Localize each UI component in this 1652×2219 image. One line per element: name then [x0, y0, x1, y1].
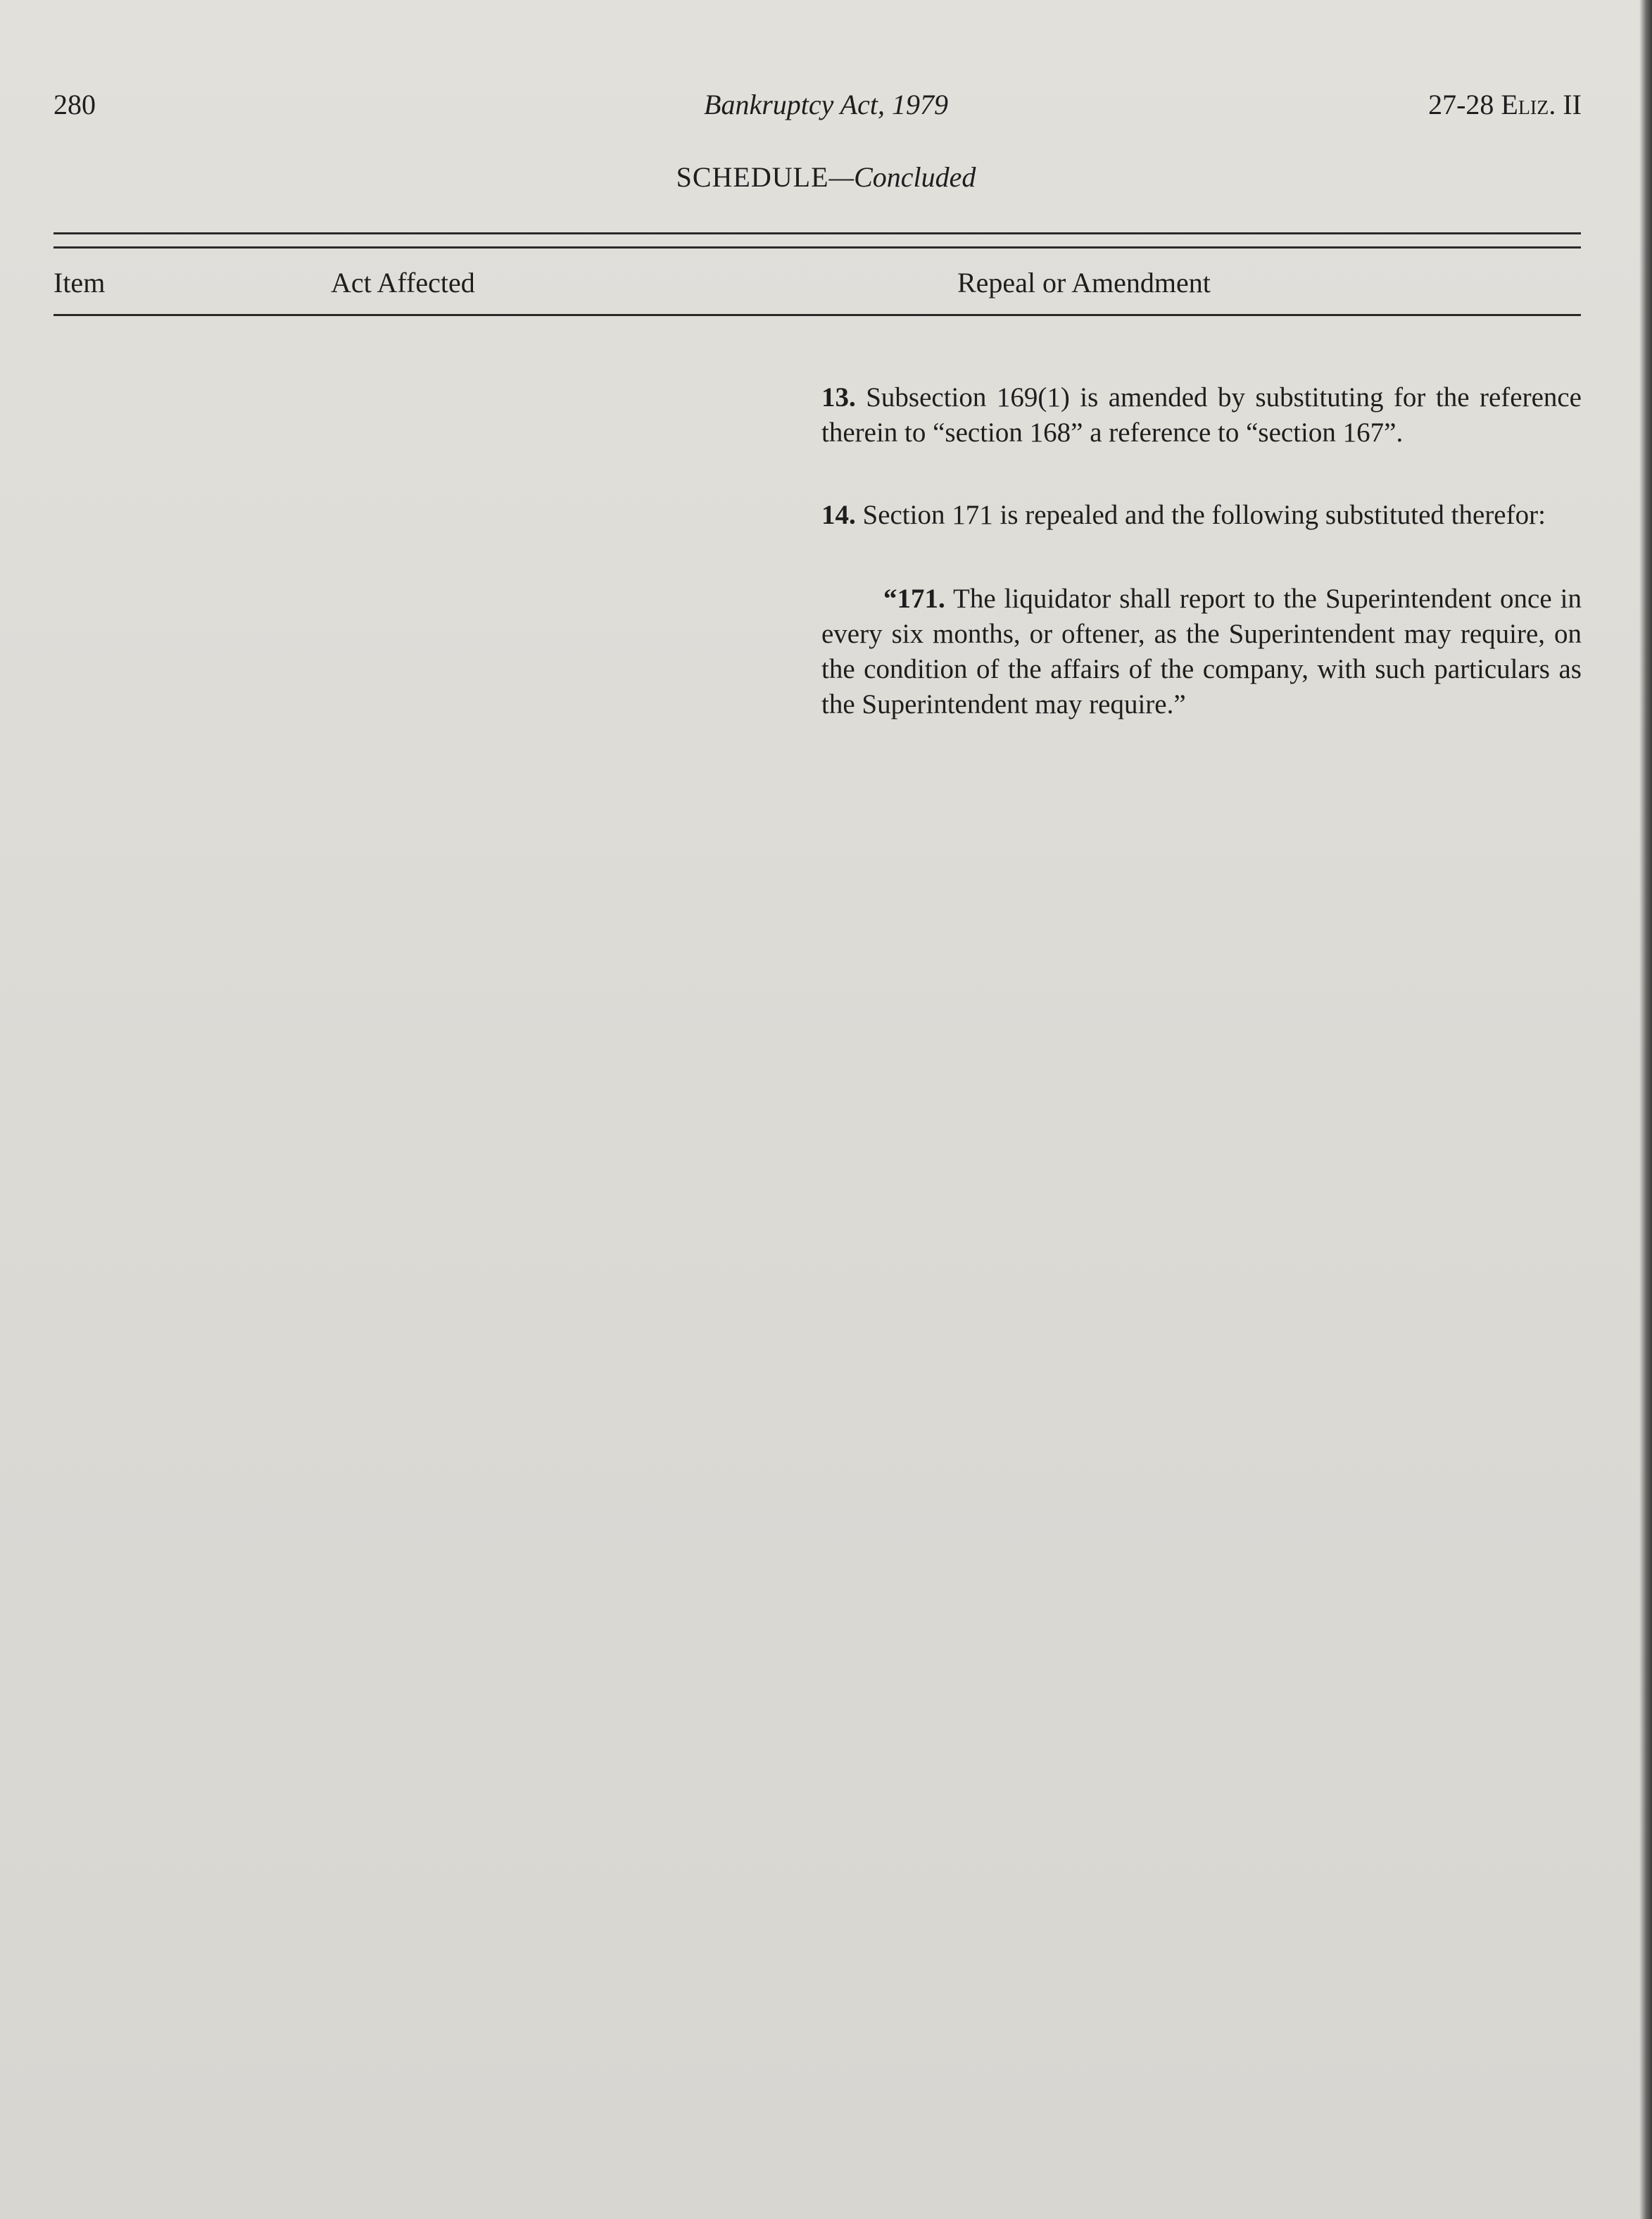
table-top-rule: [53, 232, 1581, 234]
amendment-14-number: 14.: [821, 500, 856, 530]
page-binding-edge: [1639, 0, 1652, 2219]
column-header-item: Item: [53, 267, 106, 298]
regnal-small-caps: Eliz: [1501, 89, 1549, 120]
regnal-suffix: . II: [1549, 89, 1582, 120]
schedule-heading: [0, 161, 1652, 194]
table-top-rule-second: [53, 246, 1581, 249]
table-header-bottom-rule: [53, 314, 1581, 316]
quoted-section-text: The liquidator shall report to the Superintendent once in every six months, or oftener, as the Superintendent may require, on the condition of the affairs of the company, with such particulars as the Superintendent may require.”: [821, 584, 1582, 719]
quoted-section-171: [821, 582, 1582, 722]
quoted-section-number: “171.: [883, 584, 945, 614]
regnal-prefix: 27-28: [1428, 89, 1501, 120]
amendment-14: [821, 498, 1582, 533]
schedule-subtitle: —Concluded: [828, 161, 976, 193]
column-header-act-affected: Act Affected: [331, 267, 475, 298]
amendment-13: [821, 380, 1582, 451]
amendment-13-text: Subsection 169(1) is amended by substituting for the reference therein to “section 168” a reference to “section 167”.: [821, 382, 1582, 448]
schedule-title: SCHEDULE: [676, 161, 829, 193]
regnal-year: [1428, 88, 1582, 121]
amendment-13-number: 13.: [821, 382, 856, 413]
column-header-repeal-or-amendment: Repeal or Amendment: [957, 267, 1211, 298]
amendment-14-text: Section 171 is repealed and the following substituted therefor:: [855, 500, 1546, 530]
page-number: 280: [53, 89, 96, 120]
running-title: Bankruptcy Act, 1979: [704, 89, 948, 120]
